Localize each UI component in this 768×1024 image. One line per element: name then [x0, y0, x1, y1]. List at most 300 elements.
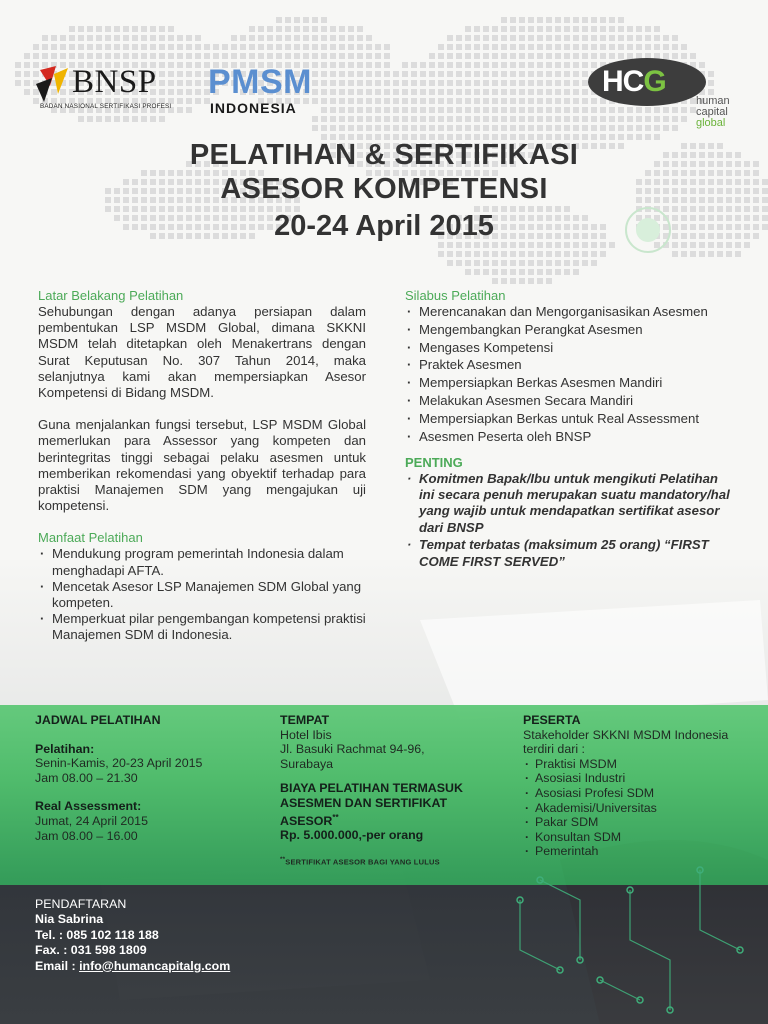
map-dot — [411, 107, 417, 113]
map-dot — [465, 35, 471, 41]
peserta-list — [523, 757, 743, 859]
map-dot — [420, 98, 426, 104]
map-dot — [96, 53, 102, 59]
map-dot — [168, 35, 174, 41]
list-item: · Pemerintah — [523, 844, 743, 859]
map-dot — [582, 26, 588, 32]
map-dot — [492, 71, 498, 77]
map-dot — [456, 44, 462, 50]
map-dot — [537, 251, 543, 257]
map-dot — [537, 269, 543, 275]
map-dot — [456, 53, 462, 59]
map-dot — [159, 116, 165, 122]
map-dot — [474, 80, 480, 86]
list-item: · Mengases Kompetensi — [405, 340, 735, 356]
map-dot — [555, 242, 561, 248]
map-dot — [60, 35, 66, 41]
map-dot — [357, 116, 363, 122]
map-dot — [285, 17, 291, 23]
map-dot — [519, 80, 525, 86]
map-dot — [393, 125, 399, 131]
map-dot — [411, 125, 417, 131]
map-dot — [339, 125, 345, 131]
map-dot — [465, 260, 471, 266]
map-dot — [330, 26, 336, 32]
map-dot — [564, 260, 570, 266]
map-dot — [231, 44, 237, 50]
map-dot — [528, 80, 534, 86]
map-dot — [681, 251, 687, 257]
map-dot — [321, 26, 327, 32]
map-dot — [600, 17, 606, 23]
map-dot — [519, 62, 525, 68]
map-dot — [456, 260, 462, 266]
map-dot — [573, 251, 579, 257]
map-dot — [546, 242, 552, 248]
map-dot — [510, 53, 516, 59]
map-dot — [537, 260, 543, 266]
map-dot — [528, 89, 534, 95]
map-dot — [348, 26, 354, 32]
map-dot — [132, 116, 138, 122]
email-link[interactable]: info@humancapitalg.com — [79, 958, 231, 973]
map-dot — [429, 107, 435, 113]
map-dot — [429, 125, 435, 131]
list-item: · Pakar SDM — [523, 815, 743, 830]
map-dot — [294, 44, 300, 50]
map-dot — [537, 125, 543, 131]
map-dot — [249, 35, 255, 41]
map-dot — [573, 260, 579, 266]
map-dot — [483, 62, 489, 68]
map-dot — [420, 62, 426, 68]
map-dot — [483, 269, 489, 275]
peserta-section — [523, 713, 743, 859]
map-dot — [537, 53, 543, 59]
map-dot — [501, 17, 507, 23]
penting-heading: PENTING — [405, 454, 463, 470]
map-dot — [366, 35, 372, 41]
map-dot — [330, 98, 336, 104]
map-dot — [474, 251, 480, 257]
map-dot — [483, 26, 489, 32]
map-dot — [564, 44, 570, 50]
map-dot — [339, 80, 345, 86]
map-dot — [519, 116, 525, 122]
map-dot — [447, 35, 453, 41]
map-dot — [249, 53, 255, 59]
map-dot — [303, 26, 309, 32]
map-dot — [483, 251, 489, 257]
map-dot — [231, 35, 237, 41]
map-dot — [105, 116, 111, 122]
map-dot — [78, 26, 84, 32]
map-dot — [366, 80, 372, 86]
map-dot — [483, 242, 489, 248]
map-dot — [267, 53, 273, 59]
map-dot — [375, 116, 381, 122]
map-dot — [195, 44, 201, 50]
map-dot — [411, 98, 417, 104]
map-dot — [573, 26, 579, 32]
map-dot — [69, 26, 75, 32]
map-dot — [186, 44, 192, 50]
silabus-list — [405, 304, 735, 445]
map-dot — [285, 44, 291, 50]
real-assessment-date: Jumat, 24 April 2015 — [35, 813, 148, 828]
map-dot — [312, 17, 318, 23]
map-dot — [384, 116, 390, 122]
map-dot — [150, 35, 156, 41]
list-item: · Mengembangkan Perangkat Asesmen — [405, 322, 735, 338]
title-date: 20-24 April 2015 — [274, 210, 494, 242]
map-dot — [456, 98, 462, 104]
hcg-subtitle: human capital global — [696, 95, 730, 129]
map-dot — [708, 251, 714, 257]
map-dot — [312, 26, 318, 32]
map-dot — [492, 98, 498, 104]
map-dot — [420, 89, 426, 95]
map-dot — [546, 107, 552, 113]
map-dot — [573, 17, 579, 23]
left-column — [38, 288, 366, 644]
map-dot — [294, 17, 300, 23]
map-dot — [222, 53, 228, 59]
map-dot — [249, 44, 255, 50]
map-dot — [87, 116, 93, 122]
map-dot — [123, 26, 129, 32]
map-dot — [321, 53, 327, 59]
map-dot — [348, 116, 354, 122]
map-dot — [519, 53, 525, 59]
map-dot — [555, 107, 561, 113]
map-dot — [204, 53, 210, 59]
map-dot — [438, 53, 444, 59]
map-dot — [330, 116, 336, 122]
map-dot — [96, 116, 102, 122]
map-dot — [483, 260, 489, 266]
map-dot — [123, 116, 129, 122]
map-dot — [348, 125, 354, 131]
map-dot — [582, 260, 588, 266]
map-dot — [492, 44, 498, 50]
map-dot — [411, 89, 417, 95]
map-dot — [429, 89, 435, 95]
map-dot — [33, 53, 39, 59]
map-dot — [420, 125, 426, 131]
map-dot — [384, 125, 390, 131]
map-dot — [654, 44, 660, 50]
map-dot — [465, 116, 471, 122]
map-dot — [159, 53, 165, 59]
map-dot — [69, 35, 75, 41]
map-dot — [366, 44, 372, 50]
map-dot — [141, 44, 147, 50]
map-dot — [465, 98, 471, 104]
map-dot — [582, 35, 588, 41]
map-dot — [438, 125, 444, 131]
map-dot — [546, 89, 552, 95]
map-dot — [636, 44, 642, 50]
list-item: · Mencetak Asesor LSP Manajemen SDM Global yang kompeten. — [38, 579, 366, 611]
map-dot — [609, 44, 615, 50]
map-dot — [78, 44, 84, 50]
map-dot — [186, 35, 192, 41]
map-dot — [501, 107, 507, 113]
map-dot — [87, 26, 93, 32]
pmsm-logo — [208, 64, 318, 116]
map-dot — [519, 71, 525, 77]
map-dot — [447, 89, 453, 95]
map-dot — [510, 44, 516, 50]
map-dot — [717, 242, 723, 248]
map-dot — [537, 44, 543, 50]
map-dot — [510, 125, 516, 131]
map-dot — [591, 35, 597, 41]
pendaftaran-section — [35, 897, 230, 974]
map-dot — [447, 251, 453, 257]
map-dot — [330, 89, 336, 95]
map-dot — [618, 26, 624, 32]
map-dot — [510, 107, 516, 113]
map-dot — [474, 269, 480, 275]
map-dot — [339, 35, 345, 41]
map-dot — [168, 53, 174, 59]
map-dot — [339, 62, 345, 68]
list-item: · Akademisi/Universitas — [523, 801, 743, 816]
map-dot — [555, 116, 561, 122]
map-dot — [339, 26, 345, 32]
map-dot — [465, 89, 471, 95]
map-dot — [96, 35, 102, 41]
map-dot — [672, 242, 678, 248]
map-dot — [339, 107, 345, 113]
map-dot — [555, 53, 561, 59]
map-dot — [501, 89, 507, 95]
map-dot — [447, 53, 453, 59]
map-dot — [564, 107, 570, 113]
map-dot — [510, 17, 516, 23]
map-dot — [510, 26, 516, 32]
map-dot — [258, 53, 264, 59]
map-dot — [474, 53, 480, 59]
map-dot — [591, 17, 597, 23]
map-dot — [150, 44, 156, 50]
list-item: · Tempat terbatas (maksimum 25 orang) “FIRST COME FIRST SERVED” — [405, 537, 735, 569]
map-dot — [384, 71, 390, 77]
map-dot — [636, 35, 642, 41]
map-dot — [510, 35, 516, 41]
map-dot — [501, 278, 507, 284]
list-item: · Merencanakan dan Mengorganisasikan Asesmen — [405, 304, 735, 320]
map-dot — [321, 17, 327, 23]
map-dot — [510, 269, 516, 275]
map-dot — [519, 269, 525, 275]
map-dot — [546, 278, 552, 284]
map-dot — [195, 71, 201, 77]
circuit-decoration-icon — [480, 860, 768, 1024]
map-dot — [519, 35, 525, 41]
hcg-logo — [588, 58, 738, 128]
map-dot — [519, 278, 525, 284]
map-dot — [411, 62, 417, 68]
map-dot — [240, 44, 246, 50]
map-dot — [141, 35, 147, 41]
map-dot — [483, 44, 489, 50]
map-dot — [132, 26, 138, 32]
map-dot — [573, 62, 579, 68]
map-dot — [546, 53, 552, 59]
map-dot — [447, 242, 453, 248]
map-dot — [357, 26, 363, 32]
map-dot — [312, 35, 318, 41]
map-dot — [474, 107, 480, 113]
pmsm-subtitle: INDONESIA — [210, 100, 297, 116]
map-dot — [357, 62, 363, 68]
map-dot — [429, 80, 435, 86]
map-dot — [465, 53, 471, 59]
map-dot — [510, 71, 516, 77]
map-dot — [456, 116, 462, 122]
map-dot — [501, 242, 507, 248]
map-dot — [456, 80, 462, 86]
map-dot — [582, 44, 588, 50]
map-dot — [357, 35, 363, 41]
map-dot — [42, 53, 48, 59]
map-dot — [285, 53, 291, 59]
map-dot — [276, 26, 282, 32]
map-dot — [528, 278, 534, 284]
map-dot — [321, 44, 327, 50]
map-dot — [429, 98, 435, 104]
map-dot — [276, 35, 282, 41]
map-dot — [366, 53, 372, 59]
map-dot — [168, 26, 174, 32]
map-dot — [555, 26, 561, 32]
map-dot — [564, 125, 570, 131]
tempat-section — [280, 713, 505, 870]
contact-fax: Fax. : 031 598 1809 — [35, 943, 147, 958]
map-dot — [87, 53, 93, 59]
contact-phone: Tel. : 085 102 118 188 — [35, 927, 159, 942]
map-dot — [528, 98, 534, 104]
map-dot — [555, 98, 561, 104]
map-dot — [519, 98, 525, 104]
map-dot — [537, 71, 543, 77]
map-dot — [456, 251, 462, 257]
map-dot — [456, 35, 462, 41]
map-dot — [564, 17, 570, 23]
map-dot — [177, 53, 183, 59]
map-dot — [456, 242, 462, 248]
map-dot — [438, 107, 444, 113]
map-dot — [438, 71, 444, 77]
map-dot — [555, 260, 561, 266]
map-dot — [375, 107, 381, 113]
map-dot — [132, 35, 138, 41]
map-dot — [438, 242, 444, 248]
map-dot — [357, 89, 363, 95]
map-dot — [483, 53, 489, 59]
map-dot — [483, 107, 489, 113]
pelatihan-date: Senin-Kamis, 20-23 April 2015 — [35, 756, 203, 771]
map-dot — [546, 251, 552, 257]
map-dot — [663, 35, 669, 41]
map-dot — [330, 71, 336, 77]
map-dot — [537, 242, 543, 248]
map-dot — [573, 107, 579, 113]
map-dot — [15, 80, 21, 86]
map-dot — [609, 242, 615, 248]
map-dot — [348, 44, 354, 50]
certificate-note: **SERTIFIKAT ASESOR BAGI YANG LULUS — [280, 855, 440, 867]
venue-city: Surabaya — [280, 756, 334, 771]
map-dot — [528, 116, 534, 122]
list-item: · Mempersiapkan Berkas Asesmen Mandiri — [405, 375, 735, 391]
map-dot — [492, 89, 498, 95]
map-dot — [510, 278, 516, 284]
map-dot — [735, 251, 741, 257]
map-dot — [501, 71, 507, 77]
map-dot — [447, 107, 453, 113]
map-dot — [510, 89, 516, 95]
pmsm-wordmark: PMSM — [208, 63, 312, 101]
map-dot — [42, 44, 48, 50]
map-dot — [546, 98, 552, 104]
map-dot — [474, 35, 480, 41]
map-dot — [375, 44, 381, 50]
map-dot — [519, 251, 525, 257]
map-dot — [465, 242, 471, 248]
map-dot — [609, 35, 615, 41]
map-dot — [96, 26, 102, 32]
map-dot — [519, 107, 525, 113]
map-dot — [231, 53, 237, 59]
map-dot — [573, 71, 579, 77]
map-dot — [258, 35, 264, 41]
map-dot — [528, 71, 534, 77]
map-dot — [483, 71, 489, 77]
map-dot — [483, 98, 489, 104]
map-dot — [573, 53, 579, 59]
list-item: · Konsultan SDM — [523, 830, 743, 845]
map-dot — [393, 89, 399, 95]
map-dot — [528, 242, 534, 248]
pendaftaran-heading: PENDAFTARAN — [35, 897, 127, 911]
map-dot — [348, 71, 354, 77]
map-dot — [447, 98, 453, 104]
map-dot — [222, 44, 228, 50]
map-dot — [375, 89, 381, 95]
list-item: · Praktisi MSDM — [523, 757, 743, 772]
map-dot — [636, 26, 642, 32]
map-dot — [420, 80, 426, 86]
map-dot — [384, 107, 390, 113]
map-dot — [438, 89, 444, 95]
map-dot — [447, 260, 453, 266]
latar-heading: Latar Belakang Pelatihan — [38, 288, 184, 303]
map-dot — [528, 260, 534, 266]
map-dot — [24, 62, 30, 68]
map-dot — [582, 242, 588, 248]
map-dot — [447, 71, 453, 77]
map-dot — [114, 53, 120, 59]
map-dot — [96, 44, 102, 50]
map-dot — [609, 26, 615, 32]
map-dot — [510, 98, 516, 104]
map-dot — [501, 80, 507, 86]
map-dot — [411, 71, 417, 77]
